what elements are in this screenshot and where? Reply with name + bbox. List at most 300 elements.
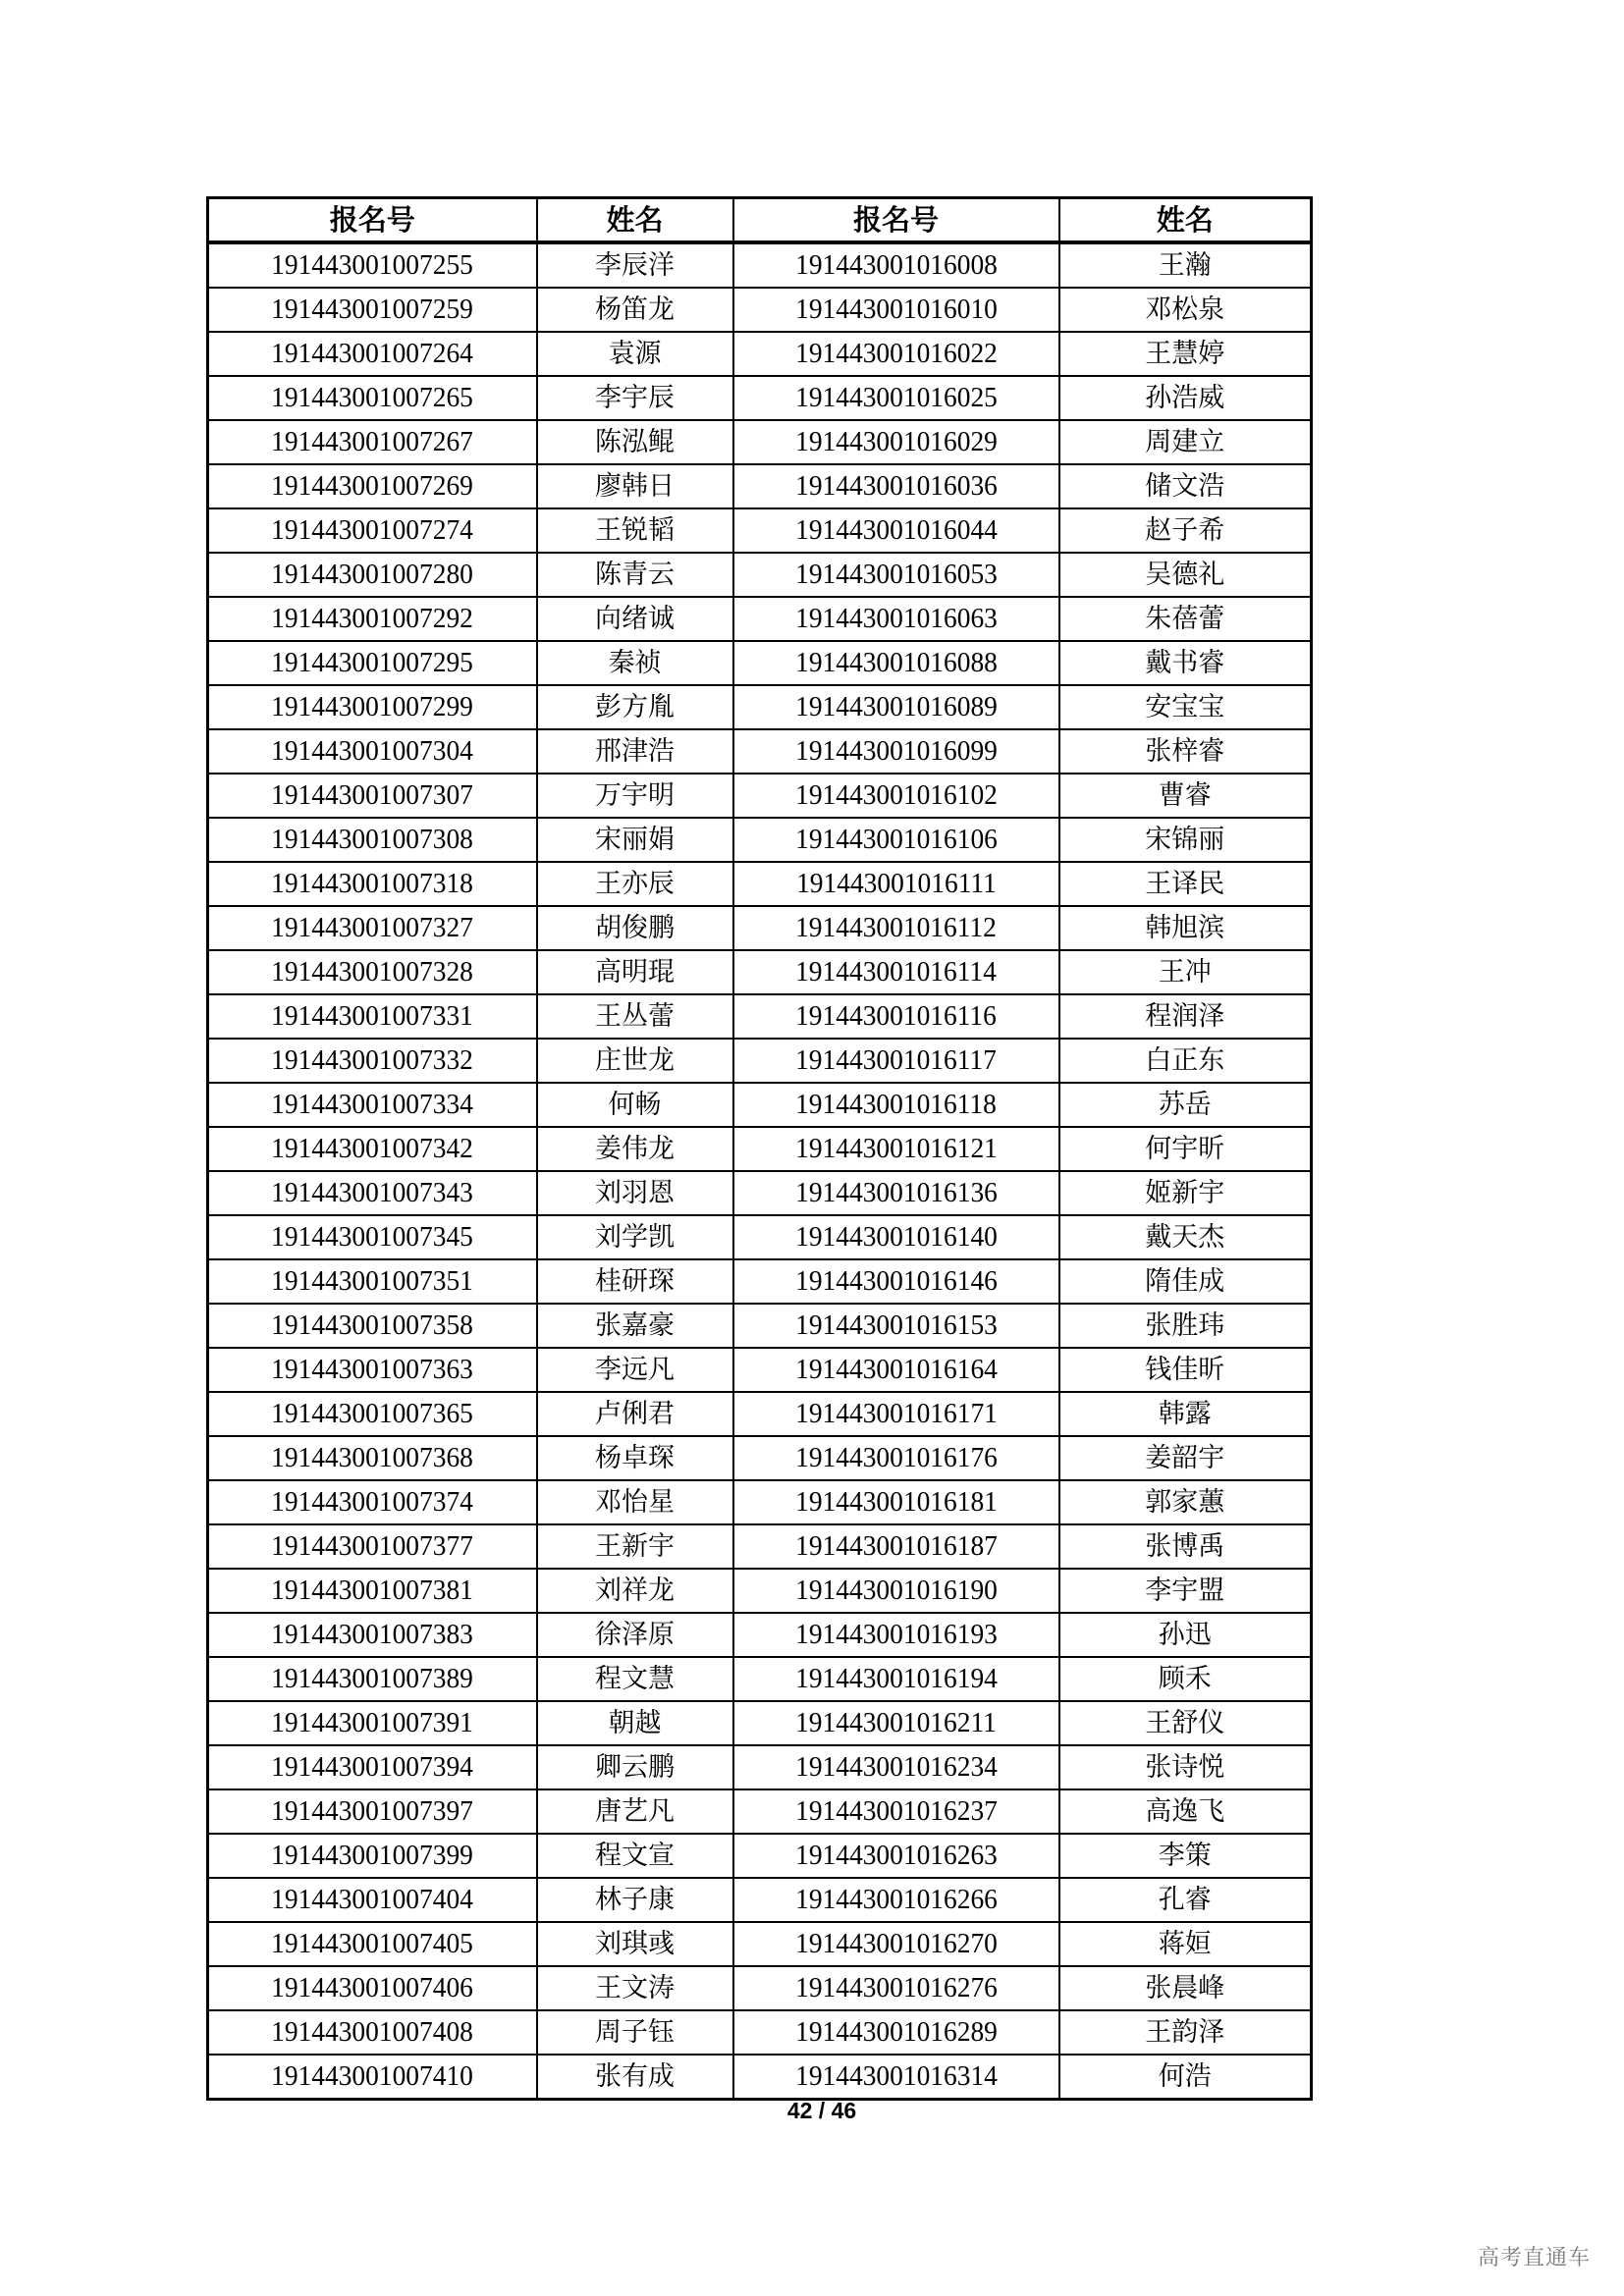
cell-name-right bbox=[1059, 464, 1312, 508]
cell-registration-number-right bbox=[733, 597, 1059, 641]
table-row bbox=[208, 597, 1312, 641]
cell-name-right bbox=[1059, 994, 1312, 1039]
cell-registration-number-left bbox=[208, 685, 537, 729]
cell-registration-number-left bbox=[208, 242, 537, 288]
cell-name-left bbox=[537, 818, 733, 862]
cell-registration-number-left bbox=[208, 1789, 537, 1834]
table-row bbox=[208, 1083, 1312, 1127]
cell-registration-number-left bbox=[208, 1215, 537, 1259]
name-left-text: 刘羽恩 bbox=[595, 1178, 675, 1208]
cell-name-left bbox=[537, 332, 733, 376]
name-left-text: 王锐韬 bbox=[595, 515, 675, 546]
cell-name-right bbox=[1059, 1834, 1312, 1878]
cell-registration-number-right bbox=[733, 1745, 1059, 1789]
header-name-right: 姓名 bbox=[1059, 198, 1312, 243]
registration-number-left-text: 191443001007295 bbox=[271, 648, 474, 678]
name-left-text: 杨卓琛 bbox=[595, 1443, 675, 1473]
name-right-text: 王冲 bbox=[1158, 957, 1212, 988]
cell-name-left bbox=[537, 1524, 733, 1569]
registration-number-right-text: 191443001016194 bbox=[794, 1664, 998, 1694]
cell-registration-number-right bbox=[733, 1259, 1059, 1304]
cell-registration-number-left bbox=[208, 376, 537, 420]
name-left-text: 刘祥龙 bbox=[595, 1575, 675, 1606]
name-left-text: 王丛蕾 bbox=[595, 1001, 675, 1032]
name-right-text: 李宇盟 bbox=[1145, 1575, 1225, 1606]
table-row bbox=[208, 862, 1312, 906]
cell-name-left bbox=[537, 420, 733, 464]
table-row bbox=[208, 1701, 1312, 1745]
cell-name-left bbox=[537, 862, 733, 906]
cell-registration-number-right bbox=[733, 1215, 1059, 1259]
cell-name-right bbox=[1059, 1789, 1312, 1834]
table-row bbox=[208, 1878, 1312, 1922]
cell-name-left bbox=[537, 1745, 733, 1789]
cell-registration-number-right bbox=[733, 1039, 1059, 1083]
name-left-text: 卿云鹏 bbox=[595, 1752, 675, 1783]
name-right-text: 隋佳成 bbox=[1145, 1266, 1225, 1297]
name-right-text: 苏岳 bbox=[1158, 1090, 1212, 1120]
cell-name-left bbox=[537, 950, 733, 994]
cell-registration-number-right bbox=[733, 1348, 1059, 1392]
cell-registration-number-left bbox=[208, 553, 537, 597]
cell-name-right bbox=[1059, 332, 1312, 376]
cell-registration-number-left bbox=[208, 1657, 537, 1701]
registration-number-right-text: 191443001016053 bbox=[794, 560, 998, 590]
cell-registration-number-right bbox=[733, 508, 1059, 553]
cell-name-left bbox=[537, 1569, 733, 1613]
cell-name-left bbox=[537, 1039, 733, 1083]
cell-registration-number-left bbox=[208, 1569, 537, 1613]
registration-number-left-text: 191443001007264 bbox=[271, 339, 474, 369]
cell-registration-number-left bbox=[208, 1083, 537, 1127]
name-left-text: 李远凡 bbox=[595, 1355, 675, 1385]
name-left-text: 陈泓鲲 bbox=[595, 427, 675, 457]
registration-number-left-text: 191443001007405 bbox=[271, 1929, 474, 1959]
registration-number-right-text: 191443001016171 bbox=[794, 1399, 998, 1429]
cell-registration-number-right bbox=[733, 1878, 1059, 1922]
registration-number-right-text: 191443001016140 bbox=[794, 1222, 998, 1253]
cell-name-left bbox=[537, 729, 733, 774]
cell-registration-number-right bbox=[733, 1922, 1059, 1966]
table-row bbox=[208, 332, 1312, 376]
cell-name-left bbox=[537, 1348, 733, 1392]
cell-name-right bbox=[1059, 685, 1312, 729]
registration-number-left-text: 191443001007391 bbox=[271, 1708, 474, 1738]
cell-name-right bbox=[1059, 508, 1312, 553]
table-row bbox=[208, 1922, 1312, 1966]
registration-number-right-text: 191443001016153 bbox=[794, 1310, 998, 1341]
registration-number-right-text: 191443001016237 bbox=[794, 1796, 998, 1827]
cell-registration-number-left bbox=[208, 1701, 537, 1745]
cell-registration-number-left bbox=[208, 420, 537, 464]
name-left-text: 朝越 bbox=[608, 1708, 662, 1738]
cell-registration-number-left bbox=[208, 508, 537, 553]
registration-number-right-text: 191443001016116 bbox=[795, 1001, 997, 1032]
table-row bbox=[208, 2055, 1312, 2100]
cell-registration-number-left bbox=[208, 818, 537, 862]
cell-name-right bbox=[1059, 1215, 1312, 1259]
registration-number-left-text: 191443001007334 bbox=[271, 1090, 474, 1120]
registration-number-right-text: 191443001016118 bbox=[795, 1090, 997, 1120]
cell-name-left bbox=[537, 1613, 733, 1657]
cell-registration-number-left bbox=[208, 1878, 537, 1922]
name-right-text: 储文浩 bbox=[1145, 471, 1225, 502]
header-name-left: 姓名 bbox=[537, 198, 733, 243]
table-body bbox=[208, 242, 1312, 2100]
cell-registration-number-left bbox=[208, 332, 537, 376]
cell-registration-number-right bbox=[733, 420, 1059, 464]
cell-name-right bbox=[1059, 1171, 1312, 1215]
table-row bbox=[208, 2010, 1312, 2055]
cell-registration-number-right bbox=[733, 1392, 1059, 1436]
registration-number-left-text: 191443001007394 bbox=[271, 1752, 474, 1783]
registration-number-left-text: 191443001007408 bbox=[271, 2017, 474, 2048]
cell-registration-number-right bbox=[733, 1701, 1059, 1745]
name-left-text: 唐艺凡 bbox=[595, 1796, 675, 1827]
cell-name-left bbox=[537, 376, 733, 420]
watermark-text: 高考直通车 bbox=[1478, 2246, 1592, 2270]
cell-name-left bbox=[537, 1171, 733, 1215]
cell-registration-number-right bbox=[733, 464, 1059, 508]
cell-registration-number-left bbox=[208, 950, 537, 994]
registration-number-left-text: 191443001007327 bbox=[271, 913, 474, 943]
cell-name-left bbox=[537, 1480, 733, 1524]
name-left-text: 邓怡星 bbox=[595, 1487, 675, 1518]
registration-number-left-text: 191443001007389 bbox=[271, 1664, 474, 1694]
cell-registration-number-right bbox=[733, 1083, 1059, 1127]
name-right-text: 何浩 bbox=[1158, 2061, 1212, 2092]
registration-number-left-text: 191443001007267 bbox=[271, 427, 474, 457]
cell-name-right bbox=[1059, 1745, 1312, 1789]
registration-number-right-text: 191443001016314 bbox=[794, 2061, 998, 2092]
cell-registration-number-left bbox=[208, 2010, 537, 2055]
registration-number-left-text: 191443001007410 bbox=[271, 2061, 474, 2092]
registration-number-right-text: 191443001016102 bbox=[794, 780, 998, 811]
cell-registration-number-left bbox=[208, 1834, 537, 1878]
cell-name-right bbox=[1059, 553, 1312, 597]
cell-name-left bbox=[537, 464, 733, 508]
name-left-text: 张嘉豪 bbox=[595, 1310, 675, 1341]
name-right-text: 白正东 bbox=[1145, 1045, 1225, 1076]
table-row bbox=[208, 1745, 1312, 1789]
registration-number-right-text: 191443001016112 bbox=[795, 913, 997, 943]
cell-name-left bbox=[537, 2010, 733, 2055]
header-registration-number-right: 报名号 bbox=[733, 198, 1059, 243]
table-row bbox=[208, 950, 1312, 994]
name-left-text: 邢津浩 bbox=[595, 736, 675, 767]
registration-number-right-text: 191443001016289 bbox=[794, 2017, 998, 2048]
table-row bbox=[208, 1524, 1312, 1569]
table-row bbox=[208, 376, 1312, 420]
registration-number-left-text: 191443001007368 bbox=[271, 1443, 474, 1473]
cell-name-right bbox=[1059, 597, 1312, 641]
table-row bbox=[208, 1039, 1312, 1083]
cell-name-left bbox=[537, 1215, 733, 1259]
name-left-text: 廖韩日 bbox=[595, 471, 675, 502]
name-right-text: 张梓睿 bbox=[1145, 736, 1225, 767]
cell-registration-number-left bbox=[208, 729, 537, 774]
name-right-text: 高逸飞 bbox=[1145, 1796, 1225, 1827]
cell-name-left bbox=[537, 685, 733, 729]
name-right-text: 韩露 bbox=[1158, 1399, 1212, 1429]
cell-registration-number-left bbox=[208, 1524, 537, 1569]
cell-name-right bbox=[1059, 242, 1312, 288]
registration-number-left-text: 191443001007342 bbox=[271, 1134, 474, 1164]
cell-registration-number-right bbox=[733, 1966, 1059, 2010]
name-right-text: 郭家蕙 bbox=[1145, 1487, 1225, 1518]
name-right-text: 曹睿 bbox=[1158, 780, 1212, 811]
table-row bbox=[208, 1259, 1312, 1304]
cell-registration-number-left bbox=[208, 1039, 537, 1083]
table-row bbox=[208, 553, 1312, 597]
cell-registration-number-left bbox=[208, 288, 537, 332]
table-row bbox=[208, 1966, 1312, 2010]
cell-name-left bbox=[537, 1392, 733, 1436]
table-row bbox=[208, 1834, 1312, 1878]
name-right-text: 何宇昕 bbox=[1145, 1134, 1225, 1164]
registration-number-right-text: 191443001016117 bbox=[795, 1045, 997, 1076]
cell-name-left bbox=[537, 553, 733, 597]
cell-name-right bbox=[1059, 376, 1312, 420]
cell-registration-number-right bbox=[733, 553, 1059, 597]
table-row bbox=[208, 1348, 1312, 1392]
cell-registration-number-left bbox=[208, 1966, 537, 2010]
name-right-text: 钱佳昕 bbox=[1145, 1355, 1225, 1385]
name-left-text: 袁源 bbox=[608, 339, 662, 369]
cell-name-left bbox=[537, 508, 733, 553]
cell-registration-number-left bbox=[208, 862, 537, 906]
registration-number-right-text: 191443001016211 bbox=[795, 1708, 997, 1738]
cell-name-left bbox=[537, 1701, 733, 1745]
cell-registration-number-right bbox=[733, 994, 1059, 1039]
cell-registration-number-left bbox=[208, 1259, 537, 1304]
registration-number-right-text: 191443001016029 bbox=[794, 427, 998, 457]
cell-registration-number-left bbox=[208, 641, 537, 685]
name-right-text: 周建立 bbox=[1145, 427, 1225, 457]
name-right-text: 姜韶宇 bbox=[1145, 1443, 1225, 1473]
table-row bbox=[208, 508, 1312, 553]
name-right-text: 赵子希 bbox=[1145, 515, 1225, 546]
name-right-text: 吴德礼 bbox=[1145, 560, 1225, 590]
name-left-text: 王文涛 bbox=[595, 1973, 675, 2003]
name-right-text: 孙迅 bbox=[1158, 1620, 1212, 1650]
name-left-text: 桂研琛 bbox=[595, 1266, 675, 1297]
name-left-text: 刘学凯 bbox=[595, 1222, 675, 1253]
registration-number-right-text: 191443001016008 bbox=[794, 250, 998, 281]
cell-registration-number-right bbox=[733, 376, 1059, 420]
cell-name-left bbox=[537, 242, 733, 288]
cell-name-left bbox=[537, 1789, 733, 1834]
name-right-text: 李策 bbox=[1158, 1841, 1212, 1871]
registration-number-left-text: 191443001007304 bbox=[271, 736, 474, 767]
name-left-text: 林子康 bbox=[595, 1885, 675, 1915]
cell-registration-number-right bbox=[733, 641, 1059, 685]
header-registration-number-left: 报名号 bbox=[208, 198, 537, 243]
registration-number-right-text: 191443001016114 bbox=[795, 957, 997, 988]
name-left-text: 程文宣 bbox=[595, 1841, 675, 1871]
registration-number-left-text: 191443001007404 bbox=[271, 1885, 474, 1915]
name-left-text: 何畅 bbox=[608, 1090, 662, 1120]
cell-name-right bbox=[1059, 1569, 1312, 1613]
name-left-text: 程文慧 bbox=[595, 1664, 675, 1694]
name-right-text: 顾禾 bbox=[1158, 1664, 1212, 1694]
name-left-text: 李辰洋 bbox=[595, 250, 675, 281]
registration-number-left-text: 191443001007343 bbox=[271, 1178, 474, 1208]
cell-name-left bbox=[537, 774, 733, 818]
name-left-text: 卢俐君 bbox=[595, 1399, 675, 1429]
cell-name-left bbox=[537, 1834, 733, 1878]
name-right-text: 张胜玮 bbox=[1145, 1310, 1225, 1341]
cell-registration-number-left bbox=[208, 1613, 537, 1657]
cell-name-right bbox=[1059, 818, 1312, 862]
table-row bbox=[208, 464, 1312, 508]
registration-number-right-text: 191443001016263 bbox=[794, 1841, 998, 1871]
cell-name-left bbox=[537, 1259, 733, 1304]
registration-number-left-text: 191443001007269 bbox=[271, 471, 474, 502]
cell-registration-number-right bbox=[733, 1569, 1059, 1613]
cell-name-left bbox=[537, 288, 733, 332]
name-left-text: 刘琪彧 bbox=[595, 1929, 675, 1959]
registration-number-right-text: 191443001016164 bbox=[794, 1355, 998, 1385]
cell-registration-number-left bbox=[208, 1480, 537, 1524]
name-right-text: 王舒仪 bbox=[1145, 1708, 1225, 1738]
name-left-text: 庄世龙 bbox=[595, 1045, 675, 1076]
name-left-text: 徐泽原 bbox=[595, 1620, 675, 1650]
registration-number-left-text: 191443001007259 bbox=[271, 294, 474, 325]
cell-registration-number-right bbox=[733, 1171, 1059, 1215]
cell-registration-number-left bbox=[208, 464, 537, 508]
cell-name-left bbox=[537, 994, 733, 1039]
name-left-text: 万宇明 bbox=[595, 780, 675, 811]
registration-number-right-text: 191443001016063 bbox=[794, 604, 998, 634]
cell-name-right bbox=[1059, 420, 1312, 464]
registration-number-right-text: 191443001016136 bbox=[794, 1178, 998, 1208]
cell-name-right bbox=[1059, 1127, 1312, 1171]
name-right-text: 宋锦丽 bbox=[1145, 825, 1225, 855]
cell-registration-number-right bbox=[733, 2010, 1059, 2055]
table-row bbox=[208, 1392, 1312, 1436]
name-left-text: 李宇辰 bbox=[595, 383, 675, 413]
registration-number-left-text: 191443001007331 bbox=[271, 1001, 474, 1032]
cell-name-right bbox=[1059, 1083, 1312, 1127]
roster-table bbox=[206, 196, 1313, 2101]
table-row bbox=[208, 1304, 1312, 1348]
cell-registration-number-right bbox=[733, 242, 1059, 288]
cell-name-right bbox=[1059, 2010, 1312, 2055]
registration-number-left-text: 191443001007365 bbox=[271, 1399, 474, 1429]
name-right-text: 张晨峰 bbox=[1145, 1973, 1225, 2003]
cell-registration-number-right bbox=[733, 1613, 1059, 1657]
cell-name-left bbox=[537, 1436, 733, 1480]
name-left-text: 秦祯 bbox=[608, 648, 662, 678]
cell-name-left bbox=[537, 597, 733, 641]
name-right-text: 朱蓓蕾 bbox=[1145, 604, 1225, 634]
cell-registration-number-left bbox=[208, 1171, 537, 1215]
cell-registration-number-left bbox=[208, 906, 537, 950]
name-left-text: 姜伟龙 bbox=[595, 1134, 675, 1164]
cell-name-right bbox=[1059, 288, 1312, 332]
table-header bbox=[208, 198, 1312, 243]
table-row bbox=[208, 288, 1312, 332]
cell-registration-number-right bbox=[733, 685, 1059, 729]
registration-number-left-text: 191443001007351 bbox=[271, 1266, 474, 1297]
cell-name-right bbox=[1059, 906, 1312, 950]
cell-name-left bbox=[537, 1966, 733, 2010]
registration-number-left-text: 191443001007406 bbox=[271, 1973, 474, 2003]
header-row bbox=[208, 198, 1312, 243]
registration-number-right-text: 191443001016088 bbox=[794, 648, 998, 678]
registration-number-right-text: 191443001016181 bbox=[794, 1487, 998, 1518]
cell-registration-number-left bbox=[208, 1392, 537, 1436]
registration-number-left-text: 191443001007307 bbox=[271, 780, 474, 811]
name-left-text: 宋丽娟 bbox=[595, 825, 675, 855]
table-row bbox=[208, 1127, 1312, 1171]
cell-registration-number-right bbox=[733, 950, 1059, 994]
registration-number-right-text: 191443001016111 bbox=[795, 869, 997, 899]
cell-name-right bbox=[1059, 1039, 1312, 1083]
cell-registration-number-right bbox=[733, 1657, 1059, 1701]
name-right-text: 张诗悦 bbox=[1145, 1752, 1225, 1783]
table-row bbox=[208, 1480, 1312, 1524]
table-row bbox=[208, 774, 1312, 818]
name-right-text: 姬新宇 bbox=[1145, 1178, 1225, 1208]
cell-registration-number-right bbox=[733, 774, 1059, 818]
name-left-text: 王亦辰 bbox=[595, 869, 675, 899]
name-right-text: 张博禹 bbox=[1145, 1531, 1225, 1562]
cell-name-left bbox=[537, 1657, 733, 1701]
name-left-text: 张有成 bbox=[595, 2061, 675, 2092]
cell-registration-number-right bbox=[733, 2055, 1059, 2100]
registration-number-right-text: 191443001016010 bbox=[794, 294, 998, 325]
registration-number-right-text: 191443001016266 bbox=[794, 1885, 998, 1915]
cell-registration-number-left bbox=[208, 994, 537, 1039]
cell-name-right bbox=[1059, 1304, 1312, 1348]
cell-registration-number-right bbox=[733, 1524, 1059, 1569]
registration-number-left-text: 191443001007292 bbox=[271, 604, 474, 634]
cell-registration-number-right bbox=[733, 1436, 1059, 1480]
table-row bbox=[208, 242, 1312, 288]
cell-registration-number-right bbox=[733, 906, 1059, 950]
registration-number-right-text: 191443001016234 bbox=[794, 1752, 998, 1783]
cell-registration-number-left bbox=[208, 1304, 537, 1348]
registration-number-left-text: 191443001007308 bbox=[271, 825, 474, 855]
name-right-text: 戴书睿 bbox=[1145, 648, 1225, 678]
registration-number-left-text: 191443001007363 bbox=[271, 1355, 474, 1385]
cell-name-right bbox=[1059, 1524, 1312, 1569]
registration-number-left-text: 191443001007374 bbox=[271, 1487, 474, 1518]
cell-registration-number-left bbox=[208, 1436, 537, 1480]
registration-number-left-text: 191443001007377 bbox=[271, 1531, 474, 1562]
cell-name-right bbox=[1059, 950, 1312, 994]
name-right-text: 程润泽 bbox=[1145, 1001, 1225, 1032]
cell-name-right bbox=[1059, 1392, 1312, 1436]
registration-number-left-text: 191443001007383 bbox=[271, 1620, 474, 1650]
name-right-text: 戴天杰 bbox=[1145, 1222, 1225, 1253]
table-row bbox=[208, 729, 1312, 774]
cell-name-right bbox=[1059, 1436, 1312, 1480]
registration-number-left-text: 191443001007265 bbox=[271, 383, 474, 413]
cell-name-right bbox=[1059, 1613, 1312, 1657]
name-left-text: 向绪诚 bbox=[595, 604, 675, 634]
cell-name-left bbox=[537, 1304, 733, 1348]
table-row bbox=[208, 1171, 1312, 1215]
cell-name-left bbox=[537, 1922, 733, 1966]
registration-number-left-text: 191443001007399 bbox=[271, 1841, 474, 1871]
registration-number-right-text: 191443001016270 bbox=[794, 1929, 998, 1959]
cell-name-right bbox=[1059, 1878, 1312, 1922]
registration-number-right-text: 191443001016025 bbox=[794, 383, 998, 413]
cell-name-right bbox=[1059, 862, 1312, 906]
